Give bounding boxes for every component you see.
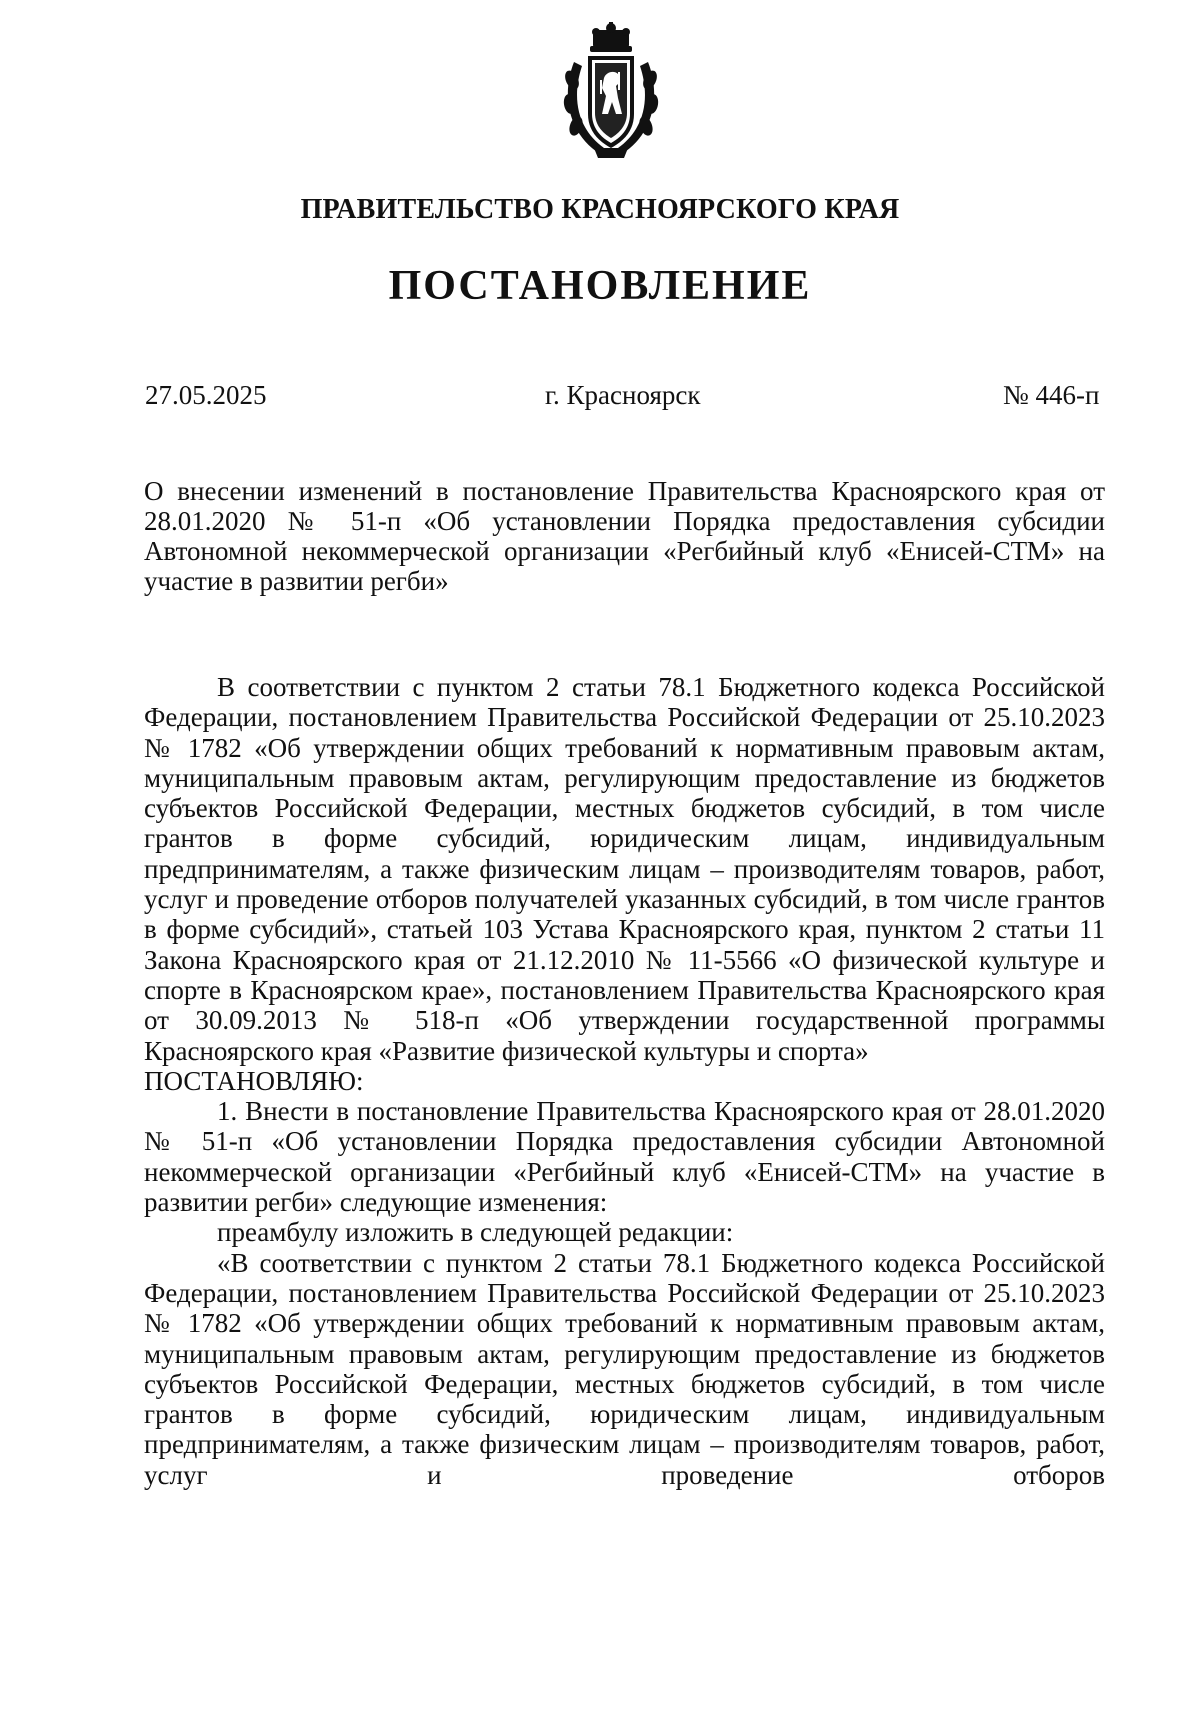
document-city: г. Красноярск <box>545 380 701 410</box>
coat-of-arms-icon <box>560 22 662 162</box>
resolution-word: ПОСТАНОВЛЯЮ: <box>144 1065 364 1096</box>
document-subject: О внесении изменений в постановление Правительства Красноярского края от 28.01.2020 № 51-п «Об установлении Порядка предоставления субсидии Автономной некоммерческой организации «Регбийный клуб «Енисей-СТМ» на участие в развитии регби» <box>144 476 1105 596</box>
clause-1-paragraph: 1. Внести в постановление Правительства Красноярского края от 28.01.2020 № 51-п «Об установлении Порядка предоставления субсидии Автономной некоммерческой организации «Регбийный клуб «Енисей-СТМ» на участие в развитии регби» следующие изменения: <box>144 1096 1105 1218</box>
document-date: 27.05.2025 <box>145 380 267 410</box>
issuing-authority: ПРАВИТЕЛЬСТВО КРАСНОЯРСКОГО КРАЯ <box>300 194 900 225</box>
document-number: № 446-п <box>1003 380 1100 410</box>
preamble-paragraph: В соответствии с пунктом 2 статьи 78.1 Бюджетного кодекса Российской Федерации, постановлением Правительства Российской Федерации от 25.10.2023 № 1782 «Об утверждении общих требований к нормативным правовым актам, муниципальным правовым актам, регулирующим предоставление из бюджетов субъектов Российской Федерации, местных бюджетов субсидий, в том числе грантов в форме субсидий, юридическим лицам, индивидуальным предпринимателям, а также физическим лицам – производителям товаров, работ, услуг и проведение отборов получателей указанных субсидий, в том числе грантов в форме субсидий», статьей 103 Устава Красноярского края, пунктом 2 статьи 11 Закона Красноярского края от 21.12.2010 № 11-5566 «О физической культуре и спорте в Красноярском крае», постановлением Правительства Красноярского края от 30.09.2013 № 518-п «Об утверждении государственной программы Красноярского края «Развитие физической культуры и спорта» <box>144 672 1105 1066</box>
document-body <box>144 672 1105 1490</box>
preamble-instruction-paragraph: преамбулу изложить в следующей редакции: <box>217 1217 734 1248</box>
new-preamble-paragraph: «В соответствии с пунктом 2 статьи 78.1 Бюджетного кодекса Российской Федерации, постановлением Правительства Российской Федерации от 25.10.2023 № 1782 «Об утверждении общих требований к нормативным правовым актам, муниципальным правовым актам, регулирующим предоставление из бюджетов субъектов Российской Федерации, местных бюджетов субсидий, в том числе грантов в форме субсидий, юридическим лицам, индивидуальным предпринимателям, а также физическим лицам – производителям товаров, работ, услуг и проведение отборов <box>144 1247 1105 1490</box>
document-type-title: ПОСТАНОВЛЕНИЕ <box>388 263 812 309</box>
